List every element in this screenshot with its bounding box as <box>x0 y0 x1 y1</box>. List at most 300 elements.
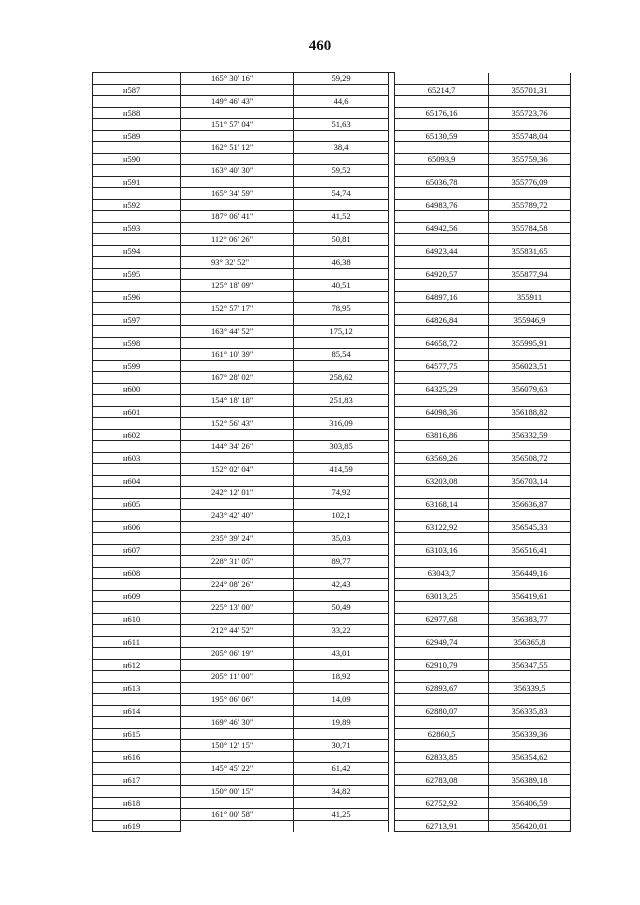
distance-cell <box>294 797 389 809</box>
angle-cell: 151° 57' 04" <box>181 119 294 131</box>
x-cell <box>395 786 489 798</box>
distance-cell <box>294 107 389 119</box>
point-cell <box>93 211 181 223</box>
angle-cell: 150° 12' 15" <box>181 740 294 752</box>
y-cell <box>489 73 571 85</box>
point-row <box>93 751 571 763</box>
angle-cell <box>181 130 294 142</box>
x-cell <box>395 257 489 269</box>
segment-row <box>93 165 571 177</box>
y-cell <box>489 809 571 821</box>
x-cell: 63013,25 <box>395 590 489 602</box>
point-cell: н610 <box>93 613 181 625</box>
angle-cell <box>181 567 294 579</box>
angle-cell: 243° 42' 40" <box>181 510 294 522</box>
y-cell <box>489 188 571 200</box>
x-cell: 64325,29 <box>395 383 489 395</box>
y-cell: 356339,36 <box>489 728 571 740</box>
point-cell <box>93 73 181 85</box>
segment-row <box>93 303 571 315</box>
distance-cell <box>294 406 389 418</box>
x-cell <box>395 671 489 683</box>
x-cell <box>395 510 489 522</box>
y-cell <box>489 740 571 752</box>
distance-cell: 50,81 <box>294 234 389 246</box>
y-cell <box>489 510 571 522</box>
point-cell <box>93 809 181 821</box>
distance-cell: 46,38 <box>294 257 389 269</box>
segment-row <box>93 556 571 568</box>
y-cell <box>489 717 571 729</box>
x-cell: 62977,68 <box>395 613 489 625</box>
angle-cell: 205° 06' 19" <box>181 648 294 660</box>
angle-cell: 161° 10' 39" <box>181 349 294 361</box>
segment-row <box>93 717 571 729</box>
point-cell: н615 <box>93 728 181 740</box>
point-cell <box>93 717 181 729</box>
y-cell <box>489 648 571 660</box>
y-cell: 355748,04 <box>489 130 571 142</box>
point-row <box>93 268 571 280</box>
distance-cell: 414,59 <box>294 464 389 476</box>
x-cell <box>395 625 489 637</box>
y-cell <box>489 533 571 545</box>
distance-cell: 251,83 <box>294 395 389 407</box>
distance-cell <box>294 751 389 763</box>
angle-cell <box>181 682 294 694</box>
point-cell: н588 <box>93 107 181 119</box>
y-cell <box>489 556 571 568</box>
angle-cell: 167° 28' 02" <box>181 372 294 384</box>
point-cell: н618 <box>93 797 181 809</box>
angle-cell: 152° 57' 17" <box>181 303 294 315</box>
y-cell: 355877,94 <box>489 268 571 280</box>
segment-row <box>93 694 571 706</box>
angle-cell <box>181 429 294 441</box>
y-cell <box>489 763 571 775</box>
angle-cell <box>181 245 294 257</box>
angle-cell: 228° 31' 05" <box>181 556 294 568</box>
point-cell: н609 <box>93 590 181 602</box>
y-cell <box>489 441 571 453</box>
distance-cell <box>294 544 389 556</box>
y-cell: 356516,41 <box>489 544 571 556</box>
angle-cell: 165° 30' 16" <box>181 73 294 85</box>
point-row <box>93 636 571 648</box>
point-cell: н619 <box>93 820 181 832</box>
segment-row <box>93 257 571 269</box>
x-cell <box>395 717 489 729</box>
distance-cell <box>294 567 389 579</box>
point-cell: н603 <box>93 452 181 464</box>
x-cell <box>395 556 489 568</box>
angle-cell <box>181 337 294 349</box>
segment-row <box>93 441 571 453</box>
x-cell: 62833,85 <box>395 751 489 763</box>
y-cell: 355789,72 <box>489 199 571 211</box>
distance-cell <box>294 613 389 625</box>
y-cell: 355723,76 <box>489 107 571 119</box>
point-cell <box>93 671 181 683</box>
point-row <box>93 820 571 832</box>
distance-cell <box>294 360 389 372</box>
point-row <box>93 705 571 717</box>
x-cell: 63043,7 <box>395 567 489 579</box>
angle-cell <box>181 659 294 671</box>
distance-cell <box>294 475 389 487</box>
point-cell: н589 <box>93 130 181 142</box>
angle-cell: 205° 11' 00" <box>181 671 294 683</box>
angle-cell: 145° 45' 22" <box>181 763 294 775</box>
y-cell: 356347,55 <box>489 659 571 671</box>
x-cell <box>395 441 489 453</box>
segment-row <box>93 740 571 752</box>
x-cell <box>395 740 489 752</box>
x-cell <box>395 579 489 591</box>
segment-row <box>93 142 571 154</box>
x-cell <box>395 211 489 223</box>
x-cell: 62893,67 <box>395 682 489 694</box>
distance-cell: 102,1 <box>294 510 389 522</box>
distance-cell: 50,49 <box>294 602 389 614</box>
y-cell: 356365,8 <box>489 636 571 648</box>
point-cell: н599 <box>93 360 181 372</box>
point-cell: н587 <box>93 84 181 96</box>
distance-cell: 42,43 <box>294 579 389 591</box>
x-cell <box>395 188 489 200</box>
point-row <box>93 797 571 809</box>
x-cell: 62752,92 <box>395 797 489 809</box>
point-cell: н601 <box>93 406 181 418</box>
segment-row <box>93 510 571 522</box>
point-cell: н611 <box>93 636 181 648</box>
point-cell <box>93 234 181 246</box>
point-cell <box>93 464 181 476</box>
distance-cell: 35,03 <box>294 533 389 545</box>
distance-cell <box>294 636 389 648</box>
y-cell: 356383,77 <box>489 613 571 625</box>
point-cell: н595 <box>93 268 181 280</box>
x-cell: 64658,72 <box>395 337 489 349</box>
y-cell <box>489 602 571 614</box>
x-cell <box>395 119 489 131</box>
distance-cell <box>294 222 389 234</box>
x-cell: 64923,44 <box>395 245 489 257</box>
distance-cell: 38,4 <box>294 142 389 154</box>
y-cell <box>489 694 571 706</box>
segment-row <box>93 96 571 108</box>
distance-cell <box>294 314 389 326</box>
x-cell: 65214,7 <box>395 84 489 96</box>
point-cell <box>93 119 181 131</box>
angle-cell: 149° 46' 43" <box>181 96 294 108</box>
angle-cell: 242° 12' 01" <box>181 487 294 499</box>
y-cell <box>489 142 571 154</box>
point-cell: н594 <box>93 245 181 257</box>
distance-cell: 40,51 <box>294 280 389 292</box>
point-cell: н593 <box>93 222 181 234</box>
point-cell: н598 <box>93 337 181 349</box>
point-cell: н590 <box>93 153 181 165</box>
point-row <box>93 429 571 441</box>
y-cell: 356508,72 <box>489 452 571 464</box>
y-cell: 356335,83 <box>489 705 571 717</box>
distance-cell: 61,42 <box>294 763 389 775</box>
distance-cell <box>294 337 389 349</box>
angle-cell: 125° 18' 09" <box>181 280 294 292</box>
y-cell <box>489 395 571 407</box>
segment-row <box>93 372 571 384</box>
point-cell <box>93 786 181 798</box>
point-cell <box>93 487 181 499</box>
distance-cell: 41,52 <box>294 211 389 223</box>
x-cell <box>395 96 489 108</box>
y-cell <box>489 372 571 384</box>
distance-cell <box>294 176 389 188</box>
point-cell <box>93 303 181 315</box>
coordinates-table-body <box>93 73 571 832</box>
segment-row <box>93 280 571 292</box>
x-cell: 62949,74 <box>395 636 489 648</box>
point-row <box>93 176 571 188</box>
point-cell: н612 <box>93 659 181 671</box>
distance-cell <box>294 820 389 832</box>
y-cell <box>489 418 571 430</box>
segment-row <box>93 763 571 775</box>
angle-cell <box>181 544 294 556</box>
distance-cell: 18,92 <box>294 671 389 683</box>
point-cell: н608 <box>93 567 181 579</box>
x-cell: 63816,86 <box>395 429 489 441</box>
point-row <box>93 199 571 211</box>
x-cell <box>395 533 489 545</box>
angle-cell <box>181 475 294 487</box>
x-cell: 64983,76 <box>395 199 489 211</box>
angle-cell: 163° 40' 30" <box>181 165 294 177</box>
angle-cell <box>181 153 294 165</box>
coordinates-table <box>92 72 571 832</box>
x-cell <box>395 487 489 499</box>
segment-row <box>93 73 571 85</box>
distance-cell: 74,92 <box>294 487 389 499</box>
angle-cell: 235° 39' 24" <box>181 533 294 545</box>
y-cell: 356023,51 <box>489 360 571 372</box>
angle-cell <box>181 84 294 96</box>
y-cell <box>489 257 571 269</box>
distance-cell: 30,71 <box>294 740 389 752</box>
distance-cell <box>294 291 389 303</box>
y-cell <box>489 326 571 338</box>
angle-cell: 165° 34' 59" <box>181 188 294 200</box>
angle-cell <box>181 636 294 648</box>
y-cell: 355946,9 <box>489 314 571 326</box>
page-number: 460 <box>308 38 332 54</box>
y-cell: 356079,63 <box>489 383 571 395</box>
x-cell <box>395 694 489 706</box>
x-cell: 63569,26 <box>395 452 489 464</box>
angle-cell: 161° 00' 58" <box>181 809 294 821</box>
x-cell <box>395 73 489 85</box>
point-cell <box>93 96 181 108</box>
point-row <box>93 107 571 119</box>
segment-row <box>93 625 571 637</box>
distance-cell <box>294 705 389 717</box>
y-cell <box>489 280 571 292</box>
distance-cell: 59,29 <box>294 73 389 85</box>
angle-cell: 195° 06' 06" <box>181 694 294 706</box>
angle-cell: 163° 44' 52" <box>181 326 294 338</box>
x-cell: 63103,16 <box>395 544 489 556</box>
y-cell: 356332,59 <box>489 429 571 441</box>
point-row <box>93 452 571 464</box>
angle-cell <box>181 820 294 832</box>
x-cell: 62860,5 <box>395 728 489 740</box>
y-cell: 356339,5 <box>489 682 571 694</box>
point-cell: н592 <box>93 199 181 211</box>
angle-cell: 169° 46' 30" <box>181 717 294 729</box>
point-row <box>93 383 571 395</box>
angle-cell <box>181 291 294 303</box>
point-cell: н605 <box>93 498 181 510</box>
point-cell: н596 <box>93 291 181 303</box>
point-row <box>93 475 571 487</box>
distance-cell <box>294 245 389 257</box>
y-cell: 355776,09 <box>489 176 571 188</box>
x-cell: 63122,92 <box>395 521 489 533</box>
x-cell: 62910,79 <box>395 659 489 671</box>
y-cell: 356449,16 <box>489 567 571 579</box>
point-row <box>93 291 571 303</box>
x-cell <box>395 142 489 154</box>
angle-cell: 93° 32' 52" <box>181 257 294 269</box>
point-row <box>93 406 571 418</box>
distance-cell: 78,95 <box>294 303 389 315</box>
distance-cell <box>294 521 389 533</box>
point-cell <box>93 418 181 430</box>
distance-cell <box>294 590 389 602</box>
angle-cell: 144° 34' 26" <box>181 441 294 453</box>
angle-cell <box>181 383 294 395</box>
segment-row <box>93 533 571 545</box>
point-row <box>93 774 571 786</box>
angle-cell: 112° 06' 26" <box>181 234 294 246</box>
distance-cell <box>294 199 389 211</box>
segment-row <box>93 579 571 591</box>
segment-row <box>93 418 571 430</box>
point-cell <box>93 188 181 200</box>
point-cell: н591 <box>93 176 181 188</box>
x-cell <box>395 280 489 292</box>
distance-cell: 51,63 <box>294 119 389 131</box>
distance-cell <box>294 84 389 96</box>
distance-cell: 34,82 <box>294 786 389 798</box>
angle-cell <box>181 751 294 763</box>
y-cell <box>489 211 571 223</box>
x-cell: 64826,84 <box>395 314 489 326</box>
point-cell <box>93 602 181 614</box>
point-cell: н602 <box>93 429 181 441</box>
segment-row <box>93 211 571 223</box>
angle-cell <box>181 797 294 809</box>
distance-cell: 14,09 <box>294 694 389 706</box>
point-row <box>93 613 571 625</box>
segment-row <box>93 786 571 798</box>
angle-cell: 187° 06' 41" <box>181 211 294 223</box>
angle-cell: 152° 56' 43" <box>181 418 294 430</box>
point-cell <box>93 625 181 637</box>
y-cell <box>489 349 571 361</box>
point-row <box>93 567 571 579</box>
point-row <box>93 245 571 257</box>
point-cell <box>93 740 181 752</box>
distance-cell: 89,77 <box>294 556 389 568</box>
distance-cell: 175,12 <box>294 326 389 338</box>
angle-cell <box>181 613 294 625</box>
y-cell: 355701,31 <box>489 84 571 96</box>
x-cell: 62783,08 <box>395 774 489 786</box>
segment-row <box>93 234 571 246</box>
distance-cell: 41,25 <box>294 809 389 821</box>
point-cell <box>93 441 181 453</box>
y-cell: 355911 <box>489 291 571 303</box>
segment-row <box>93 648 571 660</box>
segment-row <box>93 487 571 499</box>
x-cell: 65130,59 <box>395 130 489 142</box>
y-cell: 356703,14 <box>489 475 571 487</box>
point-row <box>93 153 571 165</box>
distance-cell <box>294 130 389 142</box>
x-cell <box>395 602 489 614</box>
angle-cell: 212° 44' 52" <box>181 625 294 637</box>
x-cell: 65176,16 <box>395 107 489 119</box>
y-cell: 356406,59 <box>489 797 571 809</box>
y-cell <box>489 579 571 591</box>
x-cell: 64942,56 <box>395 222 489 234</box>
x-cell <box>395 372 489 384</box>
point-row <box>93 130 571 142</box>
angle-cell <box>181 199 294 211</box>
distance-cell: 43,01 <box>294 648 389 660</box>
point-row <box>93 222 571 234</box>
distance-cell <box>294 153 389 165</box>
point-row <box>93 314 571 326</box>
point-cell: н607 <box>93 544 181 556</box>
point-cell <box>93 533 181 545</box>
point-cell <box>93 763 181 775</box>
point-row <box>93 544 571 556</box>
segment-row <box>93 395 571 407</box>
distance-cell <box>294 728 389 740</box>
x-cell: 64920,57 <box>395 268 489 280</box>
distance-cell <box>294 774 389 786</box>
point-row <box>93 728 571 740</box>
segment-row <box>93 349 571 361</box>
point-row <box>93 498 571 510</box>
point-cell <box>93 280 181 292</box>
angle-cell <box>181 314 294 326</box>
y-cell <box>489 671 571 683</box>
segment-row <box>93 188 571 200</box>
angle-cell <box>181 268 294 280</box>
x-cell <box>395 648 489 660</box>
y-cell: 356545,33 <box>489 521 571 533</box>
x-cell: 64577,75 <box>395 360 489 372</box>
angle-cell <box>181 107 294 119</box>
point-row <box>93 360 571 372</box>
distance-cell: 303,85 <box>294 441 389 453</box>
angle-cell <box>181 705 294 717</box>
point-row <box>93 659 571 671</box>
